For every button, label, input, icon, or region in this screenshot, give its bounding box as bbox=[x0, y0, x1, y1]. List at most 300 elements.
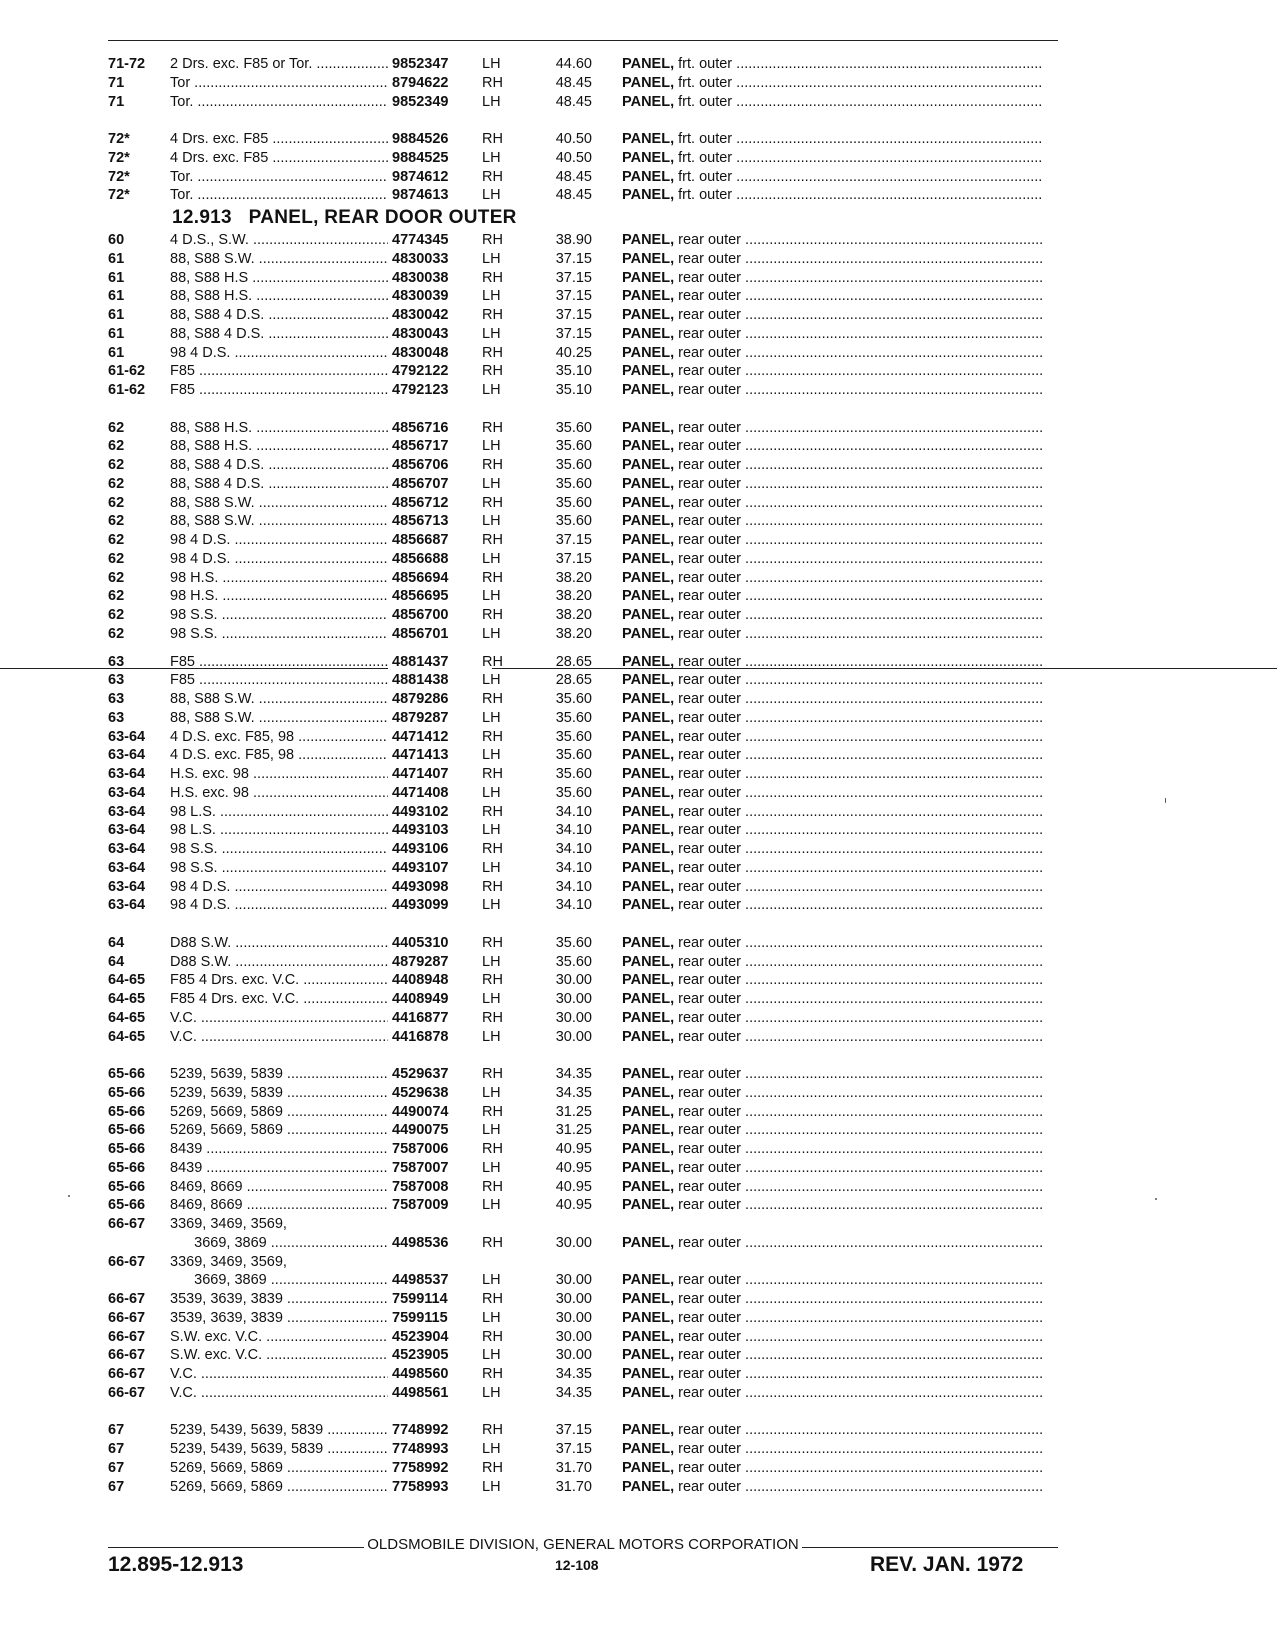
part-number-cell: 4856694 bbox=[388, 569, 492, 588]
part-name-cell: PANEL, rear outer ..... bbox=[622, 381, 1042, 400]
description-cell: 5269, 5669, 5869 ..... bbox=[170, 1121, 488, 1140]
year-cell: 72* bbox=[108, 149, 130, 166]
year-cell: 64 bbox=[108, 953, 125, 970]
part-number-cell: 7758992 bbox=[388, 1459, 492, 1478]
table-row bbox=[108, 1421, 1068, 1440]
group-spacer bbox=[108, 915, 1068, 934]
part-name-cell: PANEL, rear outer ..... bbox=[622, 690, 1042, 709]
part-name-cell: PANEL, rear outer ..... bbox=[622, 1440, 1042, 1459]
side-cell: RH bbox=[482, 972, 503, 989]
side-cell: LH bbox=[482, 438, 501, 455]
year-cell: 62 bbox=[108, 550, 125, 567]
table-row bbox=[108, 821, 1068, 840]
part-name-cell: PANEL, rear outer ..... bbox=[622, 531, 1042, 550]
table-row bbox=[108, 250, 1068, 269]
price-cell: 35.60 bbox=[555, 766, 592, 782]
side-cell: LH bbox=[482, 513, 501, 530]
year-cell: 62 bbox=[108, 419, 125, 436]
part-number-cell: 4498536 bbox=[388, 1234, 492, 1253]
description-cell: 98 L.S. ..... bbox=[170, 803, 488, 822]
part-name-cell: PANEL, rear outer ..... bbox=[622, 1159, 1042, 1178]
table-row bbox=[108, 1384, 1068, 1403]
part-name-cell: PANEL, rear outer ..... bbox=[622, 1121, 1042, 1140]
price-cell: 34.35 bbox=[555, 1366, 592, 1382]
price-cell: 48.45 bbox=[555, 187, 592, 204]
side-cell: LH bbox=[482, 550, 501, 567]
table-row bbox=[108, 1271, 1068, 1290]
table-row bbox=[108, 269, 1068, 288]
part-number-cell: 4879286 bbox=[388, 690, 492, 709]
part-name-cell: PANEL, rear outer ..... bbox=[622, 362, 1042, 381]
side-cell: LH bbox=[482, 1347, 501, 1364]
table-row bbox=[108, 287, 1068, 306]
part-name-cell: PANEL, rear outer ..... bbox=[622, 878, 1042, 897]
description-cell: 5269, 5669, 5869 ..... bbox=[170, 1478, 488, 1497]
price-cell: 40.50 bbox=[555, 149, 592, 166]
part-number-cell: 4830043 bbox=[388, 325, 492, 344]
part-name-cell: PANEL, rear outer ..... bbox=[622, 784, 1042, 803]
price-cell: 44.60 bbox=[555, 56, 592, 72]
description-cell: 88, S88 H.S. ..... bbox=[170, 419, 488, 438]
part-number-cell: 4493103 bbox=[388, 821, 492, 840]
description-cell: 98 S.S. ..... bbox=[170, 606, 488, 625]
description-cell: 8439 ..... bbox=[170, 1159, 488, 1178]
side-cell: LH bbox=[482, 1084, 501, 1101]
description-cell: Tor. ..... bbox=[170, 168, 488, 187]
side-cell: RH bbox=[482, 803, 503, 820]
description-cell: 5239, 5639, 5839 ..... bbox=[170, 1065, 488, 1084]
table-row bbox=[108, 149, 1068, 168]
year-cell: 65-66 bbox=[108, 1103, 146, 1120]
table-row bbox=[108, 325, 1068, 344]
side-cell: LH bbox=[482, 1441, 501, 1457]
description-cell: 4 D.S. exc. F85, 98 ..... bbox=[170, 728, 488, 747]
table-row bbox=[108, 606, 1068, 625]
description-cell: V.C. ..... bbox=[170, 1365, 488, 1384]
year-cell: 65-66 bbox=[108, 1084, 146, 1101]
year-cell: 66-67 bbox=[108, 1309, 146, 1326]
part-name-cell: PANEL, frt. outer ..... bbox=[622, 93, 1042, 112]
table-row bbox=[108, 1121, 1068, 1140]
description-cell: 88, S88 S.W. ..... bbox=[170, 709, 488, 728]
description-cell: 98 L.S. ..... bbox=[170, 821, 488, 840]
side-cell: RH bbox=[482, 766, 503, 782]
year-cell: 63 bbox=[108, 653, 125, 670]
description-cell: 5239, 5439, 5639, 5839 ..... bbox=[170, 1421, 488, 1440]
price-cell: 35.60 bbox=[555, 934, 592, 951]
year-cell: 67 bbox=[108, 1478, 125, 1495]
price-cell: 38.20 bbox=[555, 607, 592, 623]
description-cell: 88, S88 H.S. ..... bbox=[170, 437, 488, 456]
description-cell: 98 S.S. ..... bbox=[170, 840, 488, 859]
part-number-cell: 4774345 bbox=[388, 231, 492, 250]
description-cell: 98 S.S. ..... bbox=[170, 859, 488, 878]
side-cell: RH bbox=[482, 1103, 503, 1120]
table-row bbox=[108, 840, 1068, 859]
price-cell: 37.15 bbox=[555, 550, 592, 567]
parts-list bbox=[108, 55, 1068, 1496]
part-name-cell: PANEL, rear outer ..... bbox=[622, 953, 1042, 972]
description-cell: 3369, 3469, 3569, bbox=[170, 1253, 287, 1270]
year-cell: 63 bbox=[108, 709, 125, 726]
description-cell: 5239, 5639, 5839 ..... bbox=[170, 1084, 488, 1103]
year-cell: 63-64 bbox=[108, 822, 146, 839]
part-number-cell: 4493098 bbox=[388, 878, 492, 897]
part-name-cell: PANEL, frt. outer ..... bbox=[622, 186, 1042, 205]
side-cell: RH bbox=[482, 1141, 503, 1157]
part-number-cell: 4792123 bbox=[388, 381, 492, 400]
description-cell: 3539, 3639, 3839 ..... bbox=[170, 1290, 488, 1309]
year-cell: 62 bbox=[108, 588, 125, 605]
table-row bbox=[108, 512, 1068, 531]
table-row bbox=[108, 1478, 1068, 1497]
side-cell: LH bbox=[482, 1478, 501, 1495]
price-cell: 35.10 bbox=[555, 363, 592, 380]
side-cell: RH bbox=[482, 1234, 503, 1251]
part-number-cell: 4856716 bbox=[388, 419, 492, 438]
part-number-cell: 4471408 bbox=[388, 784, 492, 803]
year-cell: 66-67 bbox=[108, 1347, 146, 1364]
price-cell: 30.00 bbox=[555, 1028, 592, 1045]
table-row bbox=[108, 1290, 1068, 1309]
year-cell: 63-64 bbox=[108, 784, 146, 801]
part-number-cell: 4856695 bbox=[388, 587, 492, 606]
part-name-cell: PANEL, rear outer ..... bbox=[622, 569, 1042, 588]
section-heading: 12.913 PANEL, REAR DOOR OUTER bbox=[172, 207, 517, 228]
part-name-cell: PANEL, rear outer ..... bbox=[622, 231, 1042, 250]
part-name-cell: PANEL, rear outer ..... bbox=[622, 287, 1042, 306]
price-cell: 37.15 bbox=[555, 325, 592, 342]
part-number-cell: 4529638 bbox=[388, 1084, 492, 1103]
part-name-cell: PANEL, rear outer ..... bbox=[622, 859, 1042, 878]
side-cell: RH bbox=[482, 728, 503, 745]
side-cell: RH bbox=[482, 691, 503, 707]
part-number-cell: 4493102 bbox=[388, 803, 492, 822]
year-cell: 62 bbox=[108, 494, 125, 511]
table-row bbox=[108, 186, 1068, 205]
price-cell: 40.95 bbox=[555, 1197, 592, 1214]
description-cell: 98 4 D.S. ..... bbox=[170, 344, 488, 363]
side-cell: LH bbox=[482, 672, 501, 689]
part-name-cell: PANEL, rear outer ..... bbox=[622, 512, 1042, 531]
side-cell: RH bbox=[482, 232, 503, 248]
table-row bbox=[108, 1159, 1068, 1178]
description-cell: F85 4 Drs. exc. V.C. ..... bbox=[170, 990, 488, 1009]
price-cell: 34.35 bbox=[555, 1084, 592, 1101]
price-cell: 40.95 bbox=[555, 1141, 592, 1157]
year-cell: 62 bbox=[108, 625, 125, 642]
description-cell: 88, S88 4 D.S. ..... bbox=[170, 456, 488, 475]
part-name-cell: PANEL, rear outer ..... bbox=[622, 1365, 1042, 1384]
price-cell: 35.60 bbox=[555, 728, 592, 745]
part-number-cell: 4498560 bbox=[388, 1365, 492, 1384]
part-number-cell: 4416878 bbox=[388, 1028, 492, 1047]
side-cell: RH bbox=[482, 1328, 503, 1345]
top-rule bbox=[108, 40, 1058, 41]
side-cell: LH bbox=[482, 1384, 501, 1401]
table-row bbox=[108, 1028, 1068, 1047]
part-number-cell: 4830048 bbox=[388, 344, 492, 363]
year-cell: 62 bbox=[108, 475, 125, 492]
description-cell: Tor ..... bbox=[170, 74, 488, 93]
side-cell: RH bbox=[482, 1066, 503, 1082]
side-cell: RH bbox=[482, 1178, 503, 1195]
year-cell: 63-64 bbox=[108, 859, 146, 876]
part-name-cell: PANEL, frt. outer ..... bbox=[622, 55, 1042, 74]
year-cell: 66-67 bbox=[108, 1291, 146, 1307]
description-cell: 8439 ..... bbox=[170, 1140, 488, 1159]
year-cell: 61 bbox=[108, 250, 125, 267]
part-number-cell: 4529637 bbox=[388, 1065, 492, 1084]
side-cell: LH bbox=[482, 149, 501, 166]
part-number-cell: 4408948 bbox=[388, 971, 492, 990]
part-number-cell: 4523905 bbox=[388, 1346, 492, 1365]
side-cell: RH bbox=[482, 1422, 503, 1439]
description-cell: V.C. ..... bbox=[170, 1384, 488, 1403]
description-cell: 8469, 8669 ..... bbox=[170, 1196, 488, 1215]
side-cell: RH bbox=[482, 74, 503, 91]
table-row bbox=[108, 1365, 1068, 1384]
part-number-cell: 4856712 bbox=[388, 494, 492, 513]
price-cell: 40.25 bbox=[555, 344, 592, 361]
table-row bbox=[108, 1346, 1068, 1365]
group-spacer bbox=[108, 400, 1068, 419]
description-cell: 4 Drs. exc. F85 ..... bbox=[170, 130, 488, 149]
description-cell: 4 Drs. exc. F85 ..... bbox=[170, 149, 488, 168]
description-cell: 88, S88 H.S ..... bbox=[170, 269, 488, 288]
side-cell: LH bbox=[482, 1122, 501, 1139]
price-cell: 34.10 bbox=[555, 822, 592, 839]
side-cell: LH bbox=[482, 56, 501, 72]
part-number-cell: 9852347 bbox=[388, 55, 492, 74]
year-cell: 61 bbox=[108, 344, 125, 361]
price-cell: 48.45 bbox=[555, 74, 592, 91]
side-cell: LH bbox=[482, 382, 501, 398]
table-row bbox=[108, 1328, 1068, 1347]
part-number-cell: 4493106 bbox=[388, 840, 492, 859]
description-cell: H.S. exc. 98 ..... bbox=[170, 784, 488, 803]
description-cell: F85 ..... bbox=[170, 671, 488, 690]
side-cell: RH bbox=[482, 1366, 503, 1382]
table-row bbox=[108, 934, 1068, 953]
part-number-cell: 9852349 bbox=[388, 93, 492, 112]
footer-division: OLDSMOBILE DIVISION, GENERAL MOTORS CORPORATION bbox=[108, 1536, 1058, 1553]
year-cell: 61 bbox=[108, 325, 125, 342]
description-cell: 5269, 5669, 5869 ..... bbox=[170, 1459, 488, 1478]
price-cell: 31.25 bbox=[555, 1122, 592, 1139]
year-cell: 64-65 bbox=[108, 1009, 146, 1026]
part-number-cell: 4856687 bbox=[388, 531, 492, 550]
part-name-cell: PANEL, rear outer ..... bbox=[622, 971, 1042, 990]
description-cell: F85 ..... bbox=[170, 653, 488, 672]
year-cell: 62 bbox=[108, 569, 125, 586]
part-name-cell: PANEL, rear outer ..... bbox=[622, 419, 1042, 438]
side-cell: LH bbox=[482, 588, 501, 605]
part-number-cell: 4830038 bbox=[388, 269, 492, 288]
price-cell: 30.00 bbox=[555, 1309, 592, 1326]
year-cell: 63-64 bbox=[108, 803, 146, 820]
group-spacer bbox=[108, 1403, 1068, 1422]
year-cell: 63 bbox=[108, 672, 125, 689]
year-cell: 62 bbox=[108, 438, 125, 455]
description-cell: 4 D.S. exc. F85, 98 ..... bbox=[170, 746, 488, 765]
side-cell: LH bbox=[482, 784, 501, 801]
price-cell: 35.60 bbox=[555, 419, 592, 436]
table-row bbox=[108, 896, 1068, 915]
side-cell: RH bbox=[482, 841, 503, 857]
year-cell: 61-62 bbox=[108, 382, 146, 398]
table-row bbox=[108, 953, 1068, 972]
side-cell: RH bbox=[482, 457, 503, 473]
table-row bbox=[108, 690, 1068, 709]
description-cell: 88, S88 S.W. ..... bbox=[170, 512, 488, 531]
description-cell: 88, S88 S.W. ..... bbox=[170, 690, 488, 709]
price-cell: 30.00 bbox=[555, 1272, 592, 1289]
table-row bbox=[108, 990, 1068, 1009]
year-cell: 60 bbox=[108, 232, 125, 248]
part-number-cell: 4830033 bbox=[388, 250, 492, 269]
part-number-cell: 7587006 bbox=[388, 1140, 492, 1159]
part-number-cell: 4881438 bbox=[388, 671, 492, 690]
part-number-cell: 4856700 bbox=[388, 606, 492, 625]
year-cell: 63-64 bbox=[108, 841, 146, 857]
table-row bbox=[108, 746, 1068, 765]
part-name-cell: PANEL, rear outer ..... bbox=[622, 709, 1042, 728]
part-name-cell: PANEL, rear outer ..... bbox=[622, 344, 1042, 363]
part-name-cell: PANEL, rear outer ..... bbox=[622, 1478, 1042, 1497]
description-cell: 88, S88 S.W. ..... bbox=[170, 494, 488, 513]
part-number-cell: 8794622 bbox=[388, 74, 492, 93]
price-cell: 30.00 bbox=[555, 1347, 592, 1364]
part-name-cell: PANEL, rear outer ..... bbox=[622, 1196, 1042, 1215]
year-cell: 65-66 bbox=[108, 1159, 146, 1176]
part-number-cell: 9884525 bbox=[388, 149, 492, 168]
table-row bbox=[108, 728, 1068, 747]
price-cell: 37.15 bbox=[555, 1422, 592, 1439]
price-cell: 31.70 bbox=[555, 1478, 592, 1495]
description-cell: F85 ..... bbox=[170, 381, 488, 400]
price-cell: 40.95 bbox=[555, 1159, 592, 1176]
price-cell: 34.10 bbox=[555, 878, 592, 895]
year-cell: 71 bbox=[108, 93, 125, 110]
table-row bbox=[108, 653, 1068, 672]
part-name-cell: PANEL, rear outer ..... bbox=[622, 494, 1042, 513]
table-row bbox=[108, 55, 1068, 74]
side-cell: LH bbox=[482, 625, 501, 642]
table-row bbox=[108, 971, 1068, 990]
price-cell: 35.60 bbox=[555, 438, 592, 455]
part-number-cell: 4879287 bbox=[388, 709, 492, 728]
side-cell: RH bbox=[482, 269, 503, 286]
part-name-cell: PANEL, rear outer ..... bbox=[622, 475, 1042, 494]
side-cell: RH bbox=[482, 494, 503, 511]
side-cell: LH bbox=[482, 859, 501, 876]
description-cell: V.C. ..... bbox=[170, 1028, 488, 1047]
year-cell: 67 bbox=[108, 1441, 125, 1457]
table-row bbox=[108, 1215, 1068, 1234]
table-row bbox=[108, 344, 1068, 363]
part-number-cell: 4856707 bbox=[388, 475, 492, 494]
description-cell: 98 S.S. ..... bbox=[170, 625, 488, 644]
side-cell: RH bbox=[482, 1459, 503, 1476]
price-cell: 30.00 bbox=[555, 1328, 592, 1345]
year-cell: 65-66 bbox=[108, 1122, 146, 1139]
side-cell: RH bbox=[482, 419, 503, 436]
price-cell: 37.15 bbox=[555, 1441, 592, 1457]
description-cell: 3539, 3639, 3839 ..... bbox=[170, 1309, 488, 1328]
part-name-cell: PANEL, rear outer ..... bbox=[622, 606, 1042, 625]
part-name-cell: PANEL, rear outer ..... bbox=[622, 1009, 1042, 1028]
year-cell: 67 bbox=[108, 1459, 125, 1476]
table-row bbox=[108, 709, 1068, 728]
part-number-cell: 4490075 bbox=[388, 1121, 492, 1140]
year-cell: 63-64 bbox=[108, 766, 146, 782]
footer-revision: REV. JAN. 1972 bbox=[870, 1553, 1024, 1576]
part-number-cell: 7599114 bbox=[388, 1290, 492, 1309]
part-name-cell: PANEL, rear outer ..... bbox=[622, 990, 1042, 1009]
side-cell: RH bbox=[482, 344, 503, 361]
part-number-cell: 4881437 bbox=[388, 653, 492, 672]
part-name-cell: PANEL, rear outer ..... bbox=[622, 250, 1042, 269]
group-spacer bbox=[108, 111, 1068, 130]
price-cell: 34.10 bbox=[555, 841, 592, 857]
year-cell: 64-65 bbox=[108, 991, 146, 1007]
side-cell: RH bbox=[482, 1291, 503, 1307]
price-cell: 34.35 bbox=[555, 1066, 592, 1082]
part-name-cell: PANEL, rear outer ..... bbox=[622, 1065, 1042, 1084]
part-name-cell: PANEL, rear outer ..... bbox=[622, 437, 1042, 456]
description-cell: 2 Drs. exc. F85 or Tor. ..... bbox=[170, 55, 488, 74]
part-number-cell: 4493107 bbox=[388, 859, 492, 878]
part-name-cell: PANEL, rear outer ..... bbox=[622, 728, 1042, 747]
price-cell: 28.65 bbox=[555, 672, 592, 689]
table-row bbox=[108, 168, 1068, 187]
part-number-cell: 7587008 bbox=[388, 1178, 492, 1197]
description-cell: H.S. exc. 98 ..... bbox=[170, 765, 488, 784]
year-cell: 63-64 bbox=[108, 878, 146, 895]
price-cell: 35.10 bbox=[555, 382, 592, 398]
part-name-cell: PANEL, rear outer ..... bbox=[622, 934, 1042, 953]
description-cell: 98 H.S. ..... bbox=[170, 569, 488, 588]
side-cell: LH bbox=[482, 325, 501, 342]
part-name-cell: PANEL, frt. outer ..... bbox=[622, 168, 1042, 187]
year-cell: 66-67 bbox=[108, 1384, 146, 1401]
part-number-cell: 4490074 bbox=[388, 1103, 492, 1122]
description-cell: S.W. exc. V.C. ..... bbox=[170, 1346, 488, 1365]
part-number-cell: 4471407 bbox=[388, 765, 492, 784]
year-cell: 71-72 bbox=[108, 56, 146, 72]
part-name-cell: PANEL, rear outer ..... bbox=[622, 1384, 1042, 1403]
part-name-cell: PANEL, rear outer ..... bbox=[622, 325, 1042, 344]
price-cell: 40.50 bbox=[555, 131, 592, 147]
part-name-cell: PANEL, rear outer ..... bbox=[622, 803, 1042, 822]
part-number-cell: 4408949 bbox=[388, 990, 492, 1009]
price-cell: 37.15 bbox=[555, 250, 592, 267]
price-cell: 37.15 bbox=[555, 288, 592, 305]
year-cell: 62 bbox=[108, 532, 125, 548]
side-cell: RH bbox=[482, 307, 503, 323]
description-cell: 3669, 3869 ..... bbox=[170, 1234, 488, 1253]
description-cell: 88, S88 H.S. ..... bbox=[170, 287, 488, 306]
year-cell: 61 bbox=[108, 269, 125, 286]
part-name-cell: PANEL, rear outer ..... bbox=[622, 1459, 1042, 1478]
table-row bbox=[108, 437, 1068, 456]
table-row bbox=[108, 550, 1068, 569]
price-cell: 40.95 bbox=[555, 1178, 592, 1195]
description-cell: 88, S88 4 D.S. ..... bbox=[170, 475, 488, 494]
scan-speck bbox=[68, 1195, 70, 1197]
year-cell: 62 bbox=[108, 513, 125, 530]
